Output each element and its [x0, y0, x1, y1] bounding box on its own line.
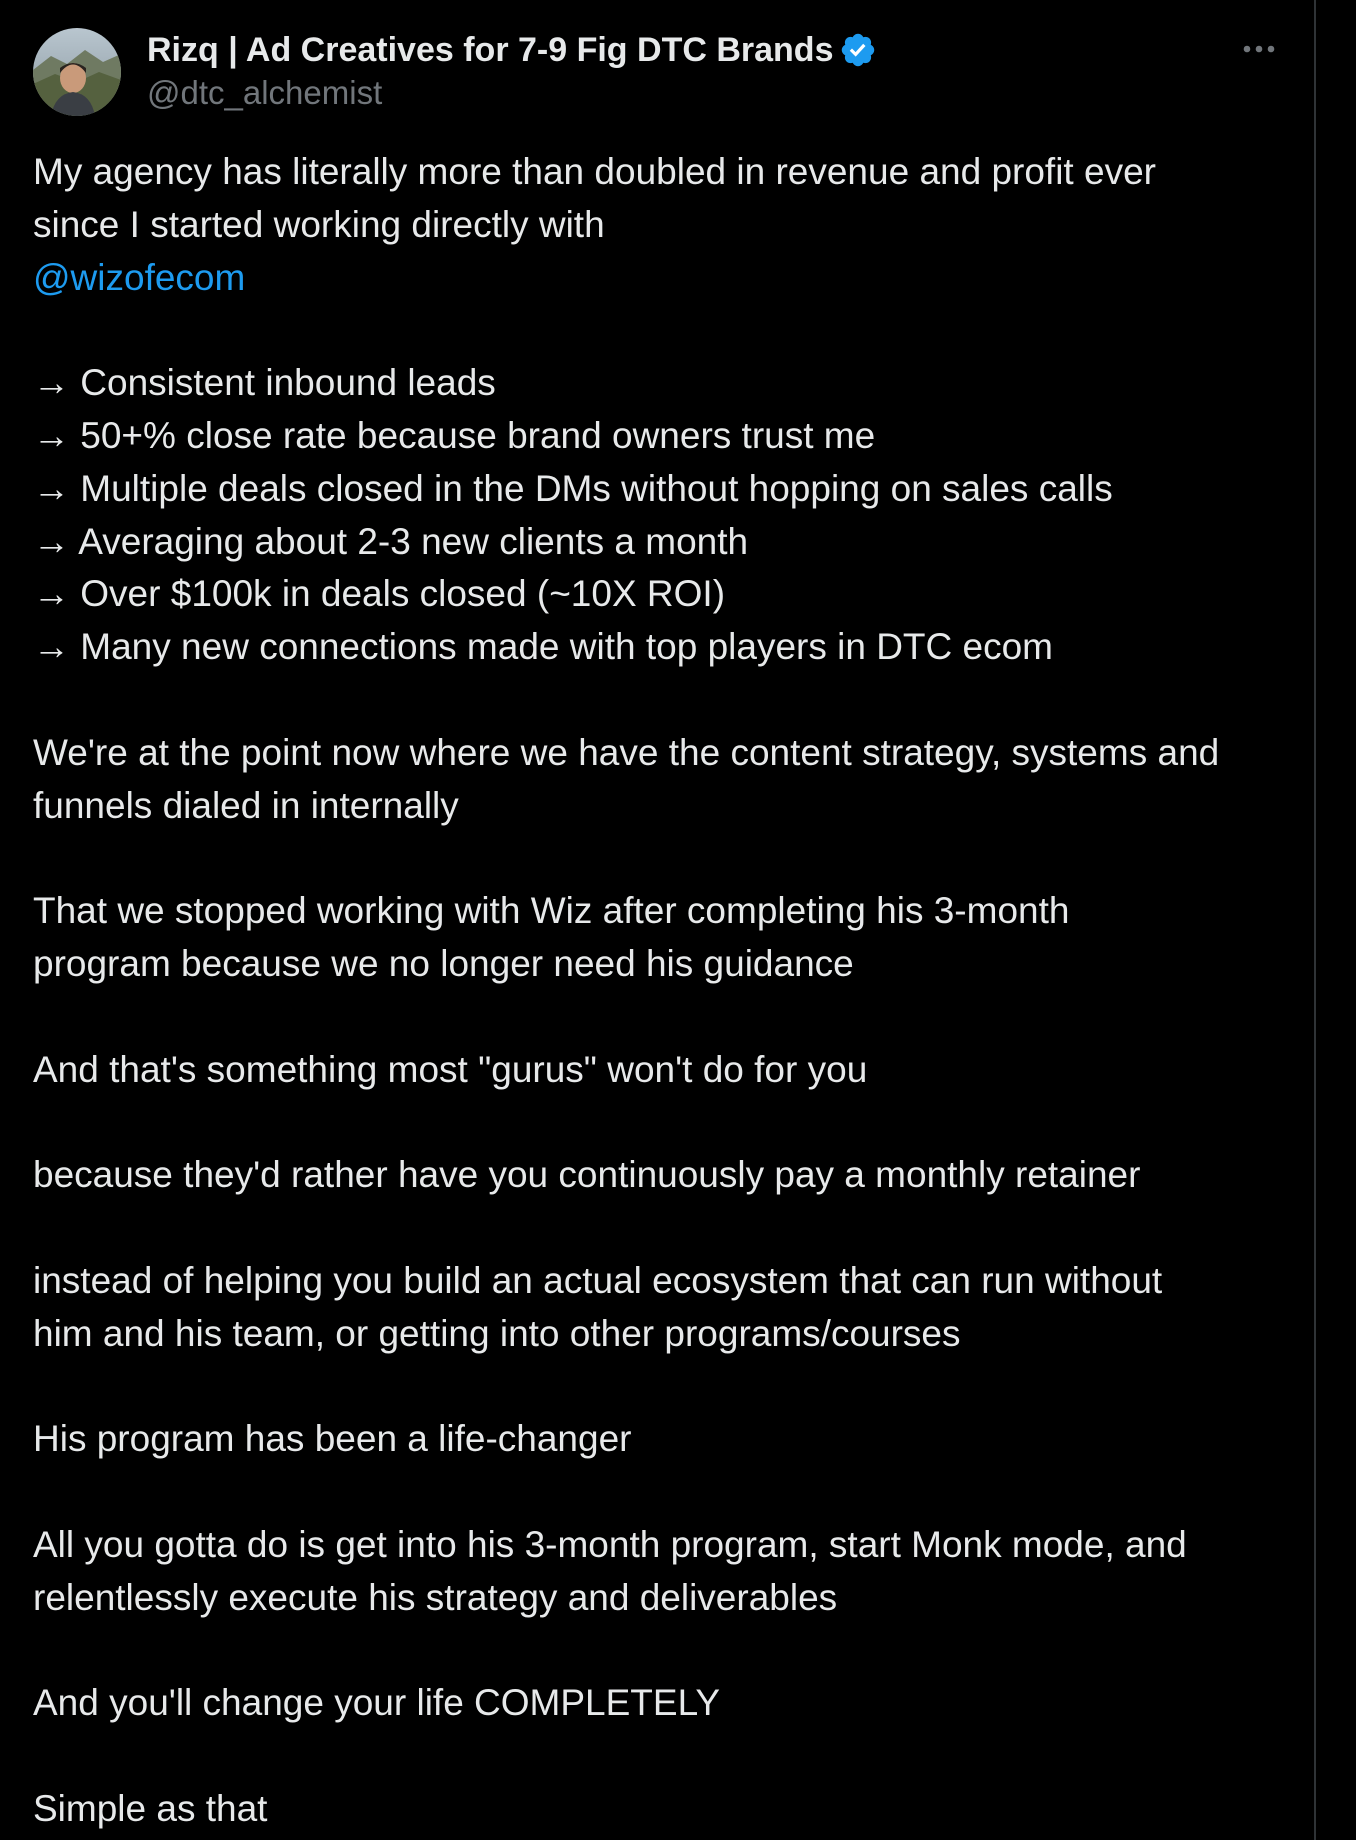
text-line: since I started working directly with	[33, 203, 605, 245]
mention-link[interactable]: @wizofecom	[33, 256, 246, 298]
paragraph-gap	[33, 674, 1303, 727]
text-line: My agency has literally more than doubled in revenue and profit ever	[33, 151, 1156, 192]
avatar[interactable]	[33, 28, 121, 116]
user-handle[interactable]: @dtc_alchemist	[147, 74, 383, 111]
paragraph-gap	[33, 1096, 1303, 1149]
column-divider	[1314, 0, 1316, 1840]
paragraph-gap	[33, 1360, 1303, 1413]
text-line: him and his team, or getting into other programs/courses	[33, 1312, 961, 1354]
paragraph-gap	[33, 832, 1303, 885]
text-line: Simple as that	[33, 1787, 268, 1829]
text-line: We're at the point now where we have the content strategy, systems and	[33, 731, 1220, 773]
text-line: because they'd rather have you continuously pay a monthly retainer	[33, 1154, 1141, 1196]
text-line: That we stopped working with Wiz after completing his 3-month	[33, 890, 1070, 932]
bullet-line: → 50+% close rate because brand owners trust me	[33, 414, 876, 456]
text-line: And you'll change your life COMPLETELY	[33, 1682, 721, 1724]
bullet-line: → Multiple deals closed in the DMs without hopping on sales calls	[33, 467, 1113, 509]
display-name[interactable]: Rizq | Ad Creatives for 7-9 Fig DTC Brands	[147, 30, 834, 69]
text-line: funnels dialed in internally	[33, 784, 459, 826]
bullet-line: → Consistent inbound leads	[33, 362, 496, 404]
bullet-line: → Over $100k in deals closed (~10X ROI)	[33, 573, 726, 615]
paragraph-gap	[33, 991, 1303, 1044]
paragraph-gap	[33, 1730, 1303, 1783]
paragraph-gap	[33, 304, 1303, 357]
more-dots-icon	[1242, 44, 1276, 54]
tweet-text	[33, 146, 1303, 1836]
text-line: And that's something most "gurus" won't do for you	[33, 1048, 868, 1090]
paragraph-gap	[33, 1624, 1303, 1677]
name-row	[147, 26, 877, 74]
text-line: His program has been a life-changer	[33, 1418, 632, 1460]
bullet-line: → Averaging about 2-3 new clients a month	[33, 520, 749, 562]
avatar-photo	[33, 28, 121, 116]
text-line: relentlessly execute his strategy and deliverables	[33, 1576, 838, 1618]
paragraph-gap	[33, 1202, 1303, 1255]
verified-badge-icon	[839, 31, 877, 69]
text-line: program because we no longer need his guidance	[33, 942, 854, 984]
bullet-line: → Many new connections made with top players in DTC ecom	[33, 626, 1053, 668]
text-line: All you gotta do is get into his 3-month program, start Monk mode, and	[33, 1523, 1187, 1565]
paragraph-gap	[33, 1466, 1303, 1519]
more-options-button[interactable]	[1232, 32, 1286, 66]
tweet-header	[147, 26, 877, 112]
text-line: instead of helping you build an actual ecosystem that can run without	[33, 1259, 1163, 1301]
